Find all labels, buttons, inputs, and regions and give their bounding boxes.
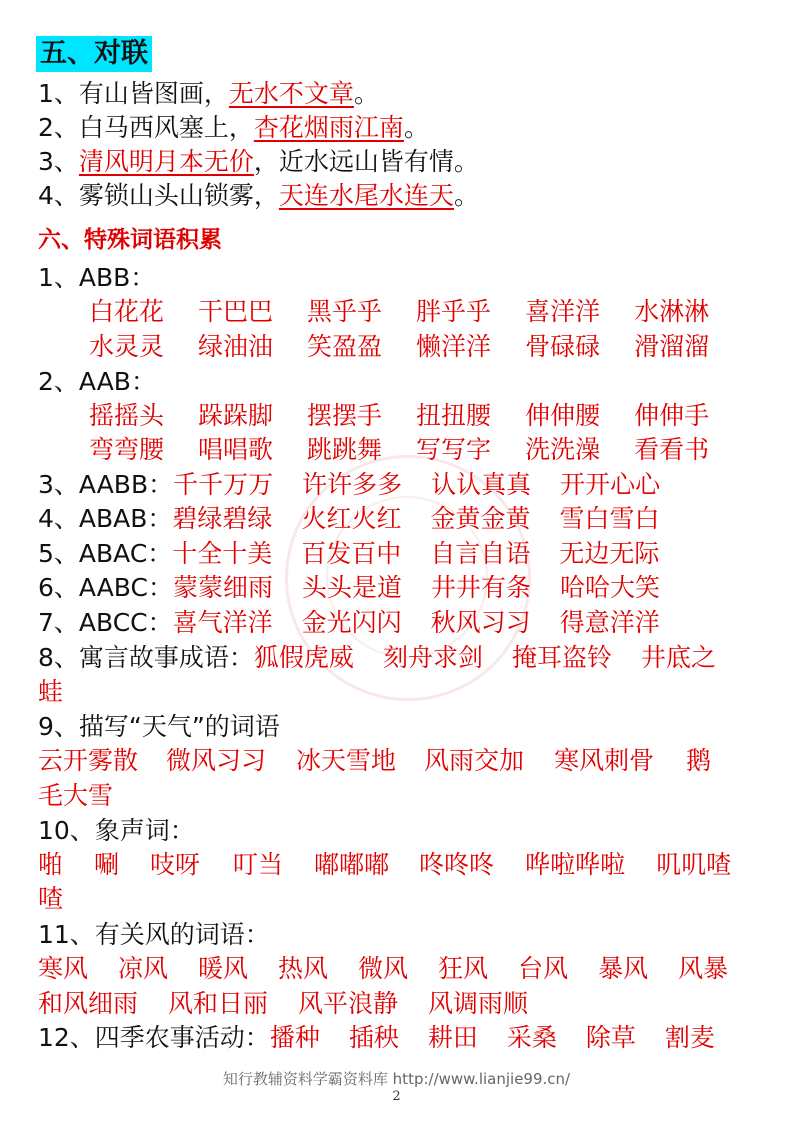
abcc-line: 7、ABCC：喜气洋洋 金光闪闪 秋风习习 得意洋洋 xyxy=(38,608,660,637)
couplet-3: 3、清风明月本无价，近水远山皆有情。 xyxy=(38,147,479,176)
couplet-1: 1、有山皆图画，无水不文章。 xyxy=(38,79,379,108)
fable-line: 8、寓言故事成语：狐假虎威 刻舟求剑 掩耳盗铃 井底之 xyxy=(38,643,716,672)
abab-line: 4、ABAB：碧绿碧绿 火红火红 金黄金黄 雪白雪白 xyxy=(38,504,660,533)
onomato-row2: 喳 xyxy=(38,884,64,913)
wind-label: 11、有关风的词语： xyxy=(38,920,270,949)
abac-line: 5、ABAC：十全十美 百发百中 自言自语 无边无际 xyxy=(38,539,660,568)
abb-label: 1、ABB： xyxy=(38,263,156,292)
couplet-4: 4、雾锁山头山锁雾，天连水尾水连天。 xyxy=(38,181,479,210)
aab-row1: 摇摇头 跺跺脚 摆摆手 扭扭腰 伸伸腰 伸伸手 xyxy=(89,401,710,430)
wind-row2: 和风细雨 风和日丽 风平浪静 风调雨顺 xyxy=(38,989,529,1018)
answer: 天连水尾水连天 xyxy=(278,181,454,210)
weather-label: 9、描写“天气”的词语 xyxy=(38,712,280,741)
section6-title: 六、特殊词语积累 xyxy=(38,227,222,253)
answer: 清风明月本无价 xyxy=(78,147,254,176)
weather-row2: 毛大雪 xyxy=(38,781,114,810)
abb-row2: 水灵灵 绿油油 笑盈盈 懒洋洋 骨碌碌 滑溜溜 xyxy=(89,332,710,361)
onomato-row1: 啪 唰 吱呀 叮当 嘟嘟嘟 咚咚咚 哗啦哗啦 叽叽喳 xyxy=(38,850,732,879)
wind-row1: 寒风 凉风 暖风 热风 微风 狂风 台风 暴风 风暴 xyxy=(38,954,729,983)
page-number: 2 xyxy=(392,1089,401,1104)
aabb-line: 3、AABB：千千万万 许许多多 认认真真 开开心心 xyxy=(38,470,661,499)
fable-wrap: 蛙 xyxy=(38,677,64,706)
onomato-label: 10、象声词： xyxy=(38,816,195,845)
footer-source: 知行教辅资料学霸资料库 http://www.lianjie99.cn/ xyxy=(222,1070,571,1088)
aab-row2: 弯弯腰 唱唱歌 跳跳舞 写写字 洗洗澡 看看书 xyxy=(89,435,710,464)
farm-line: 12、四季农事活动：播种 插秧 耕田 采桑 除草 割麦 xyxy=(38,1023,715,1052)
aabc-line: 6、AABC：蒙蒙细雨 头头是道 井井有条 哈哈大笑 xyxy=(38,573,661,602)
answer: 杏花烟雨江南 xyxy=(253,113,404,142)
section5-title: 五、对联 xyxy=(36,36,152,72)
aab-label: 2、AAB： xyxy=(38,367,156,396)
abb-row1: 白花花 干巴巴 黑乎乎 胖乎乎 喜洋洋 水淋淋 xyxy=(89,297,710,326)
couplet-2: 2、白马西风塞上，杏花烟雨江南。 xyxy=(38,113,429,142)
weather-row1: 云开雾散 微风习习 冰天雪地 风雨交加 寒风刺骨 鹅 xyxy=(38,746,712,775)
answer: 无水不文章 xyxy=(228,79,354,108)
